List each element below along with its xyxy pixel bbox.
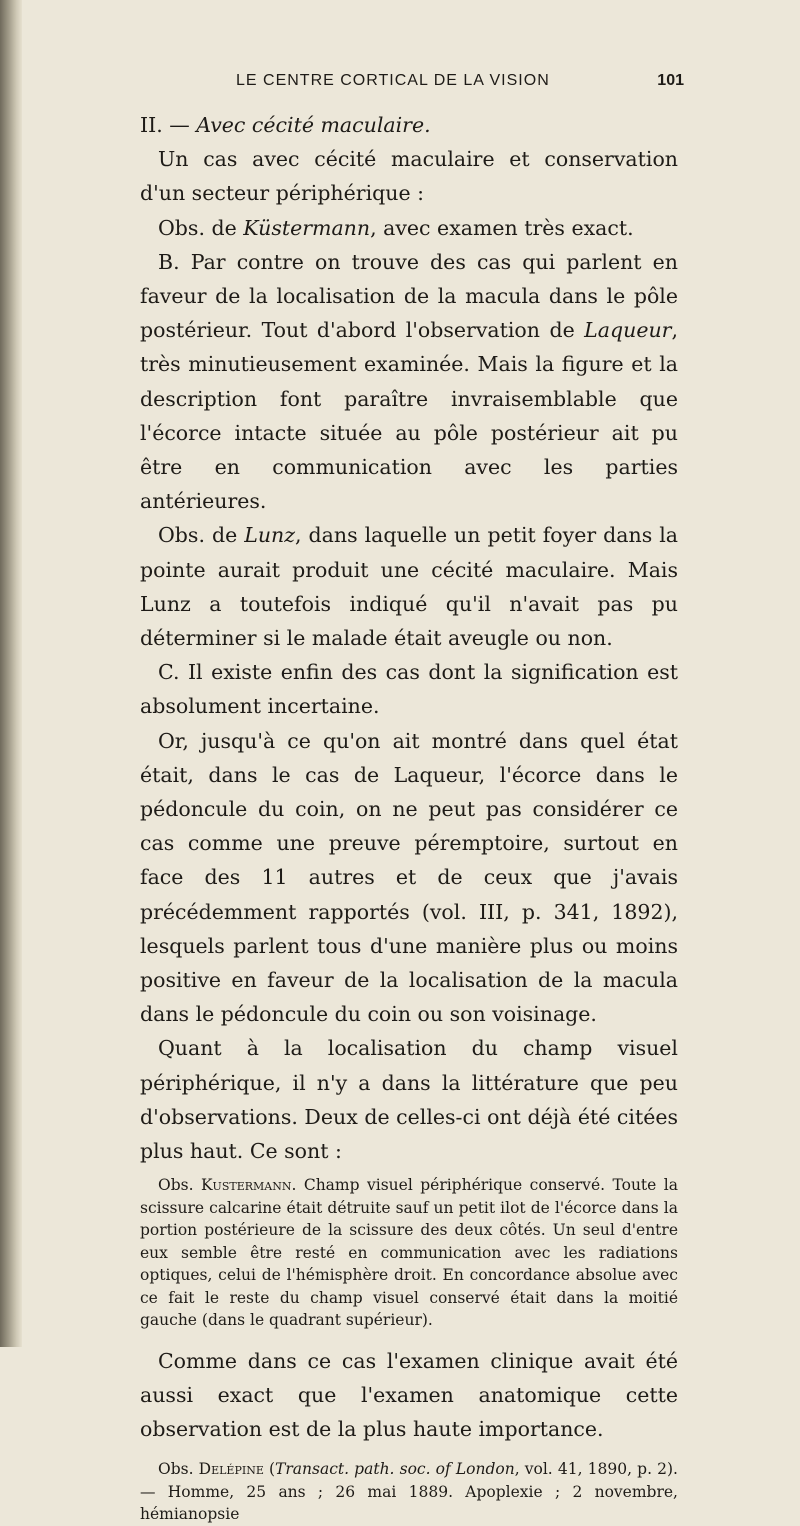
paragraph-8: Comme dans ce cas l'examen clinique avait été aussi exact que l'examen anatomique cette observation est de la plus haute importance. — [140, 1348, 678, 1442]
section-heading — [140, 108, 678, 142]
ref-journal: Transact. path. soc. of London — [275, 1460, 515, 1479]
ref-label: Obs. — [158, 1460, 199, 1479]
p3-post: , très minutieusement examinée. Mais la figure et la description font paraître invraisemblable que l'écorce intacte située au pôle postérieur ait pu être en communication avec les parties antérieures. — [140, 318, 678, 514]
p2-post: , avec examen très exact. — [370, 215, 634, 240]
section-title: Avec cécité maculaire. — [196, 113, 431, 137]
p4-pre: Obs. de — [158, 523, 245, 548]
observation-kustermann — [140, 1174, 678, 1332]
paragraph-5: C. Il existe enfin des cas dont la signification est absolument incertaine. — [140, 660, 678, 719]
book-spine-shadow — [0, 0, 22, 1347]
reference-delepine — [140, 1458, 678, 1526]
page-body — [140, 108, 678, 1526]
reference-block — [140, 1458, 678, 1526]
section-number: II. — — [140, 113, 197, 137]
p2-pre: Obs. de — [158, 215, 244, 240]
obs-label: Obs. — [158, 1176, 201, 1195]
ref-rest: , vol. 41, 1890, p. 2). — Homme, 25 ans ; 26 mai 1889. Apoplexie ; 2 novembre, hémianopsie — [140, 1460, 678, 1524]
paragraph-6: Or, jusqu'à ce qu'on ait montré dans quel état était, dans le cas de Laqueur, l'écorce dans le pédoncule du coin, on ne peut pas considérer ce cas comme une preuve péremptoire, surtout en face des 11 autres et de ceux que j'avais précédemment rapportés (vol. III, p. 341, 1892), lesquels parlent tous d'une manière plus ou moins positive en faveur de la localisation de la macula dans le pédoncule du coin ou son voisinage. — [140, 728, 678, 1027]
author-kustermann: Küstermann — [243, 215, 371, 240]
p3-pre: B. Par contre on trouve des cas qui parlent en faveur de la localisation de la macula dans le pôle postérieur. Tout d'abord l'observation de — [140, 249, 678, 343]
paragraph-4 — [140, 518, 678, 655]
author-lunz: Lunz — [244, 523, 296, 548]
obs-author: Kustermann — [200, 1176, 292, 1195]
paragraph-2 — [140, 211, 678, 245]
ref-open: ( — [263, 1460, 276, 1479]
ref-author: Delépine — [198, 1460, 264, 1479]
paragraph-1: Un cas avec cécité maculaire et conservation d'un secteur périphérique : — [140, 147, 678, 206]
main-text-2 — [140, 1344, 678, 1447]
obs-text: . Champ visuel périphérique conservé. Toute la scissure calcarine était détruite sauf un petit ilot de l'écorce dans la portion postérieure de la scissure des deux côtés. Un seul d'entre eux semble être resté en communication avec les radiations optiques, celui de l'hémisphère droit. En concordance absolue avec ce fait le reste du champ visuel conservé était dans la moitié gauche (dans le quadrant supérieur). — [140, 1176, 678, 1330]
running-head-title: LE CENTRE CORTICAL DE LA VISION — [236, 72, 550, 89]
observation-quote — [140, 1174, 678, 1332]
page-number: 101 — [657, 72, 684, 89]
p4-post: , dans laquelle un petit foyer dans la pointe aurait produit une cécité maculaire. Mais Lunz a toutefois indiqué qu'il n'avait pas pu déterminer si le malade était aveugle ou non. — [140, 523, 678, 651]
author-laqueur: Laqueur — [584, 318, 672, 343]
paragraph-7: Quant à la localisation du champ visuel périphérique, il n'y a dans la littérature que peu d'observations. Deux de celles-ci ont déjà été citées plus haut. Ce sont : — [140, 1036, 678, 1164]
paragraph-3 — [140, 245, 678, 519]
main-text — [140, 108, 678, 1168]
